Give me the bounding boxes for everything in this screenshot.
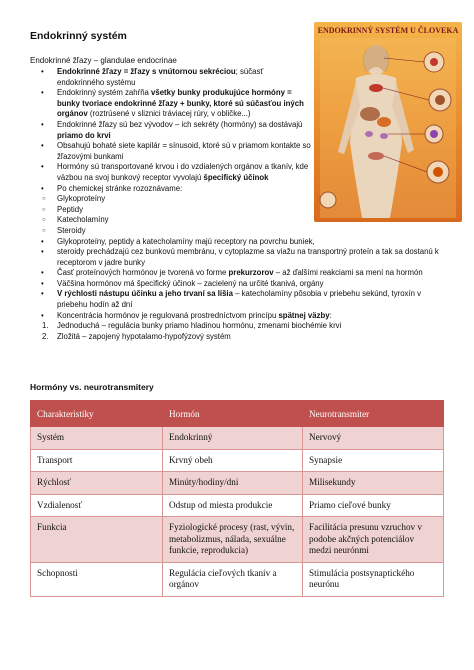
list-item [30,194,450,205]
page-title: Endokrinný systém [30,30,127,42]
text: Obsahujú bohaté siete kapilár = sínusoid, ktoré sú v priamom kontakte so žľazovými bunkami [57,141,311,161]
list-item [30,321,450,332]
list-item [30,226,450,237]
section-title: Hormóny vs. neurotransmitery [30,382,154,392]
table-cell: Regulácia cieľových tkanív a orgánov [163,562,303,596]
table-cell: Milisekundy [303,472,444,495]
table-row [31,427,444,450]
list-item [30,184,312,195]
table-cell: Synapsie [303,449,444,472]
table-cell: Fyziologické procesy (rast, vývin, metabolizmus, nálada, sexuálne funkcie, reprodukcia) [163,517,303,563]
table-cell: Vzdialenosť [31,494,163,517]
list-item [30,162,312,183]
table-cell: Funkcia [31,517,163,563]
list-item [30,289,450,310]
list-item [30,88,312,120]
list-item [30,205,450,216]
table-row [31,494,444,517]
table-cell: Minúty/hodiny/dni [163,472,303,495]
table-header-row [31,401,444,427]
list-item [30,268,450,279]
text: Jednoduchá – regulácia bunky priamo hladinou hormónu, zmenami biochémie krvi [57,321,342,331]
text: Po chemickej stránke rozoznávame: [57,183,183,193]
table-cell: Transport [31,449,163,472]
list-item [30,247,450,268]
text: : [329,310,332,320]
text: – až ďalšími reakciami sa mení na hormón [273,268,423,278]
comparison-table [30,400,444,597]
bullet-list [30,67,450,342]
text: Glykoproteíny, peptidy a katecholamíny majú receptory na povrchu buniek, [57,236,315,246]
text: Glykoproteíny [57,194,106,204]
header-characteristics: Charakteristiky [31,401,163,427]
table-cell: Endokrinný [163,427,303,450]
intro-line: Endokrinné žľazy – glandulae endocrinae [30,56,177,65]
table-cell: Systém [31,427,163,450]
list-item [30,279,450,290]
table-cell: Odstup od miesta produkcie [163,494,303,517]
header-hormone: Hormón [163,401,303,427]
table-cell: Priamo cieľové bunky [303,494,444,517]
bold-text: všetky bunky produkujúce hormóny = bunky tvoriace endokrinné žľazy + bunky, ktoré sú súčasťou iných orgánov [57,88,304,119]
text: Katecholamíny [57,215,109,225]
bold-text: priamo do krvi [57,130,111,140]
text: ; súčasť endokrinného systému [57,67,264,87]
text: Zložitá – zapojený hypotalamo-hypofýzový systém [57,331,231,341]
table-cell: Schopnosti [31,562,163,596]
list-item [30,215,450,226]
bold-text: špecifický účinok [203,172,269,182]
text: steroidy prechádzajú cez bunkovú membránu, v cytoplazme sa viažu na transportný proteín a tak sa dostanú k receptorom v jadre bunky [57,247,439,267]
text: Endokrinné žľazy sú bez vývodov – ich sekréty (hormóny) sa dostávajú [57,119,303,129]
bold-text: spätnej väzby [278,310,330,320]
text: Endokrinný systém zahŕňa [57,88,152,98]
list-item [30,141,312,162]
list-item [30,67,312,88]
text: Koncentrácia hormónov je regulovaná prostredníctvom princípu [57,310,279,320]
text: Väčšina hormónov má špecifický účinok – zacielený na určité tkanivá, orgány [57,278,324,288]
text: Hormóny sú transportované krvou i do vzdialených orgánov a tkanív, kde väzbou na svoj bunkový receptor vyvolajú [57,162,309,182]
list-item [30,311,450,322]
table-cell: Rýchlosť [31,472,163,495]
list-item [30,332,450,343]
table-row [31,449,444,472]
text: Časť proteínových hormónov je tvorená vo forme [57,268,229,278]
poster-title: ENDOKRINNÝ SYSTÉM U ČLOVEKA [317,26,459,35]
header-neurotransmitter: Neurotransmiter [303,401,444,427]
text: Steroidy [57,225,86,235]
table-row [31,517,444,563]
text: Peptidy [57,204,84,214]
table-row [31,562,444,596]
table-cell: Nervový [303,427,444,450]
table-cell: Krvný obeh [163,449,303,472]
text: – katecholamíny pôsobia v priebehu sekúnd, tyroxín v priebehu hodín až dní [57,289,422,310]
text: (roztrúsené v sliznici tráviacej rúry, v obličke...) [87,109,251,119]
list-item [30,120,312,141]
bold-text: V rýchlosti nástupu účinku a jeho trvaní sa líšia [57,289,233,299]
list-item [30,237,450,248]
bold-text: prekurzorov [228,268,274,278]
table-cell: Stimulácia postsynaptického neurónu [303,562,444,596]
table-row [31,472,444,495]
table-cell: Facilitácia presunu vzruchov v podobe akčných potenciálov medzi neurónmi [303,517,444,563]
bold-text: Endokrinné žľazy = žľazy s vnútornou sekréciou [57,67,236,76]
